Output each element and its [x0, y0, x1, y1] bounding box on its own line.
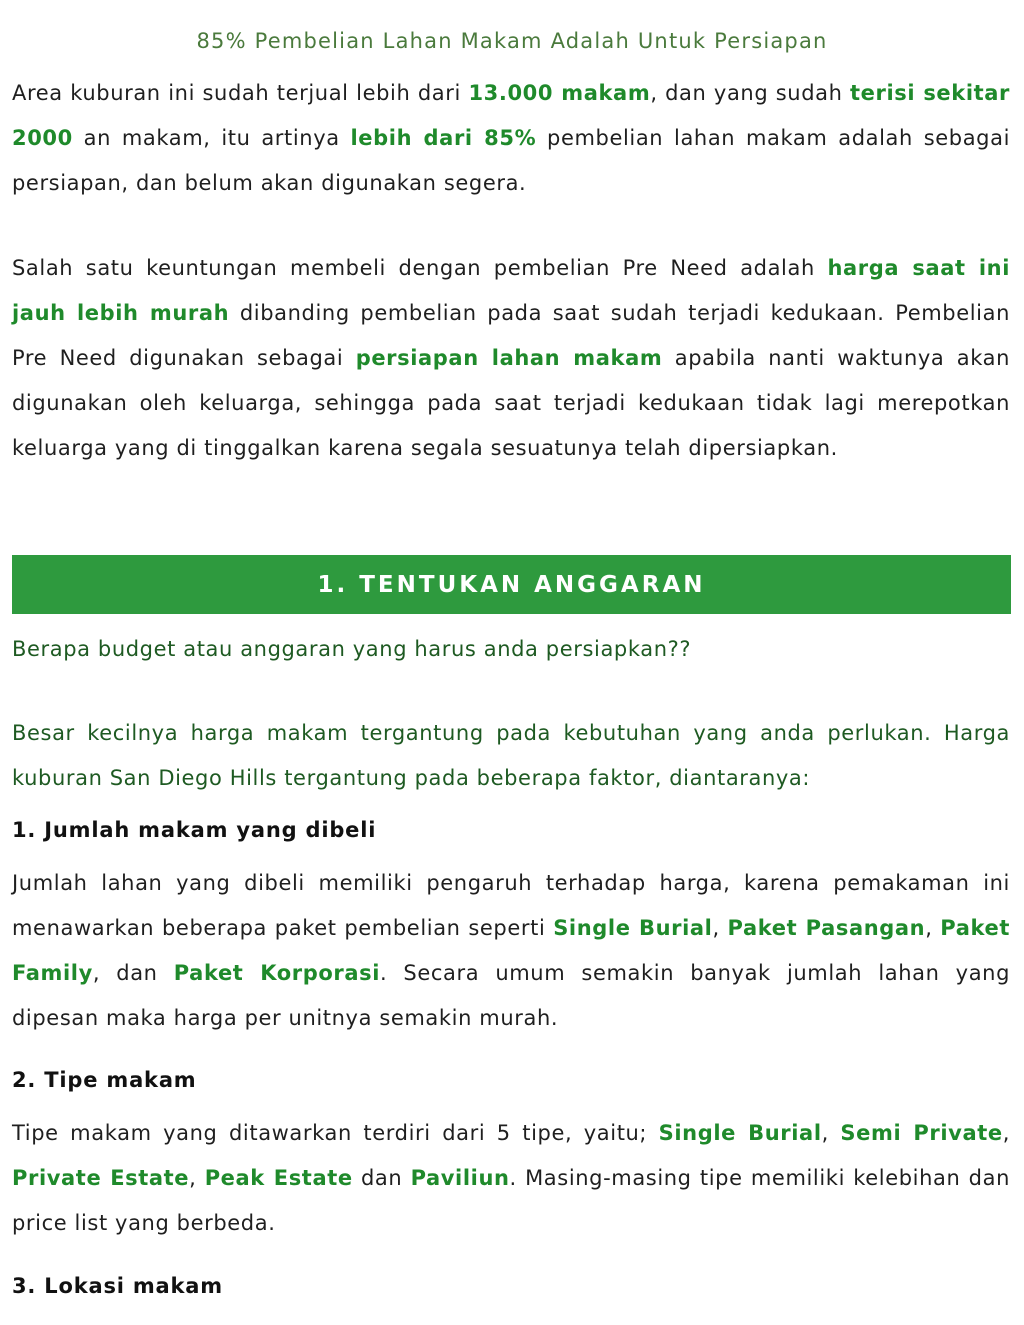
highlight-sold-count: 13.000 makam	[468, 81, 651, 105]
heading-quantity: 1. Jumlah makam yang dibeli	[12, 818, 377, 842]
text-run: Area kuburan ini sudah terjual lebih dari	[12, 81, 469, 105]
image-caption: 85% Pembelian Lahan Makam Adalah Untuk Persiapan	[196, 29, 828, 53]
text-run: ,	[712, 916, 728, 940]
text-run: dibanding pembelian pada saat sudah terjadi kedukaan. Pembelian Pre Need digunakan sebagai	[12, 301, 1010, 370]
highlight-paket-pasangan: Paket Pasangan	[727, 916, 926, 940]
text-run: ,	[821, 1121, 841, 1145]
highlight-paviliun: Paviliun	[410, 1166, 510, 1190]
paragraph-text	[12, 246, 1010, 471]
paragraph-intro	[12, 711, 1010, 801]
paragraph-text	[12, 1111, 1010, 1246]
text-run: pembelian lahan makam adalah sebagai persiapan, dan belum akan digunakan segera.	[12, 126, 1011, 195]
text-run: , dan	[92, 961, 174, 985]
text-run: apabila nanti waktunya akan digunakan oleh keluarga, sehingga pada saat terjadi kedukaan tidak lagi merepotkan keluarga yang di tinggalkan karena segala sesuatunya telah dipersiapkan.	[12, 346, 1011, 460]
highlight-peak-estate: Peak Estate	[204, 1166, 353, 1190]
highlight-paket-family: Paket Family	[12, 916, 1010, 985]
budget-question	[12, 627, 1010, 672]
intro-text: Besar kecilnya harga makam tergantung pada kebutuhan yang anda perlukan. Harga kuburan San Diego Hills tergantung pada beberapa faktor, diantaranya:	[12, 721, 1010, 790]
highlight-percentage: lebih dari 85%	[350, 126, 537, 150]
paragraph-text	[12, 71, 1010, 206]
question-text: Berapa budget atau anggaran yang harus anda persiapkan??	[12, 637, 692, 661]
paragraph-plot-type	[12, 1111, 1010, 1246]
section-banner	[12, 555, 1011, 614]
paragraph-sold-plots	[12, 71, 1010, 206]
section-banner-title: 1. TENTUKAN ANGGARAN	[317, 571, 706, 598]
highlight-paket-korporasi: Paket Korporasi	[173, 961, 380, 985]
highlight-cheaper-price: harga saat ini jauh lebih murah	[12, 256, 1010, 325]
highlight-preparation: persiapan lahan makam	[355, 346, 663, 370]
heading-location: 3. Lokasi makam	[12, 1274, 223, 1298]
paragraph-text	[12, 861, 1010, 1041]
text-run: , dan yang sudah	[650, 81, 851, 105]
text-run: an makam, itu artinya	[72, 126, 351, 150]
paragraph-pre-need	[12, 246, 1010, 471]
highlight-private-estate: Private Estate	[12, 1166, 190, 1190]
text-run: Jumlah lahan yang dibeli memiliki pengaruh terhadap harga, karena pemakaman ini menawarkan beberapa paket pembelian seperti	[12, 871, 1010, 940]
heading-plot-type: 2. Tipe makam	[12, 1068, 197, 1092]
text-run: ,	[1002, 1121, 1010, 1145]
highlight-single-burial: Single Burial	[658, 1121, 822, 1145]
text-run: dan	[352, 1166, 411, 1190]
highlight-filled-count: terisi sekitar 2000	[12, 81, 1010, 150]
text-run: Salah satu keuntungan membeli dengan pembelian Pre Need adalah	[12, 256, 828, 280]
text-run: ,	[925, 916, 941, 940]
paragraph-quantity	[12, 861, 1010, 1041]
highlight-semi-private: Semi Private	[840, 1121, 1003, 1145]
text-run: ,	[189, 1166, 205, 1190]
text-run: . Masing-masing tipe memiliki kelebihan dan price list yang berbeda.	[12, 1166, 1010, 1235]
text-run: Tipe makam yang ditawarkan terdiri dari 5 tipe, yaitu;	[12, 1121, 659, 1145]
text-run: . Secara umum semakin banyak jumlah lahan yang dipesan maka harga per unitnya semakin murah.	[12, 961, 1011, 1030]
highlight-single-burial: Single Burial	[553, 916, 713, 940]
